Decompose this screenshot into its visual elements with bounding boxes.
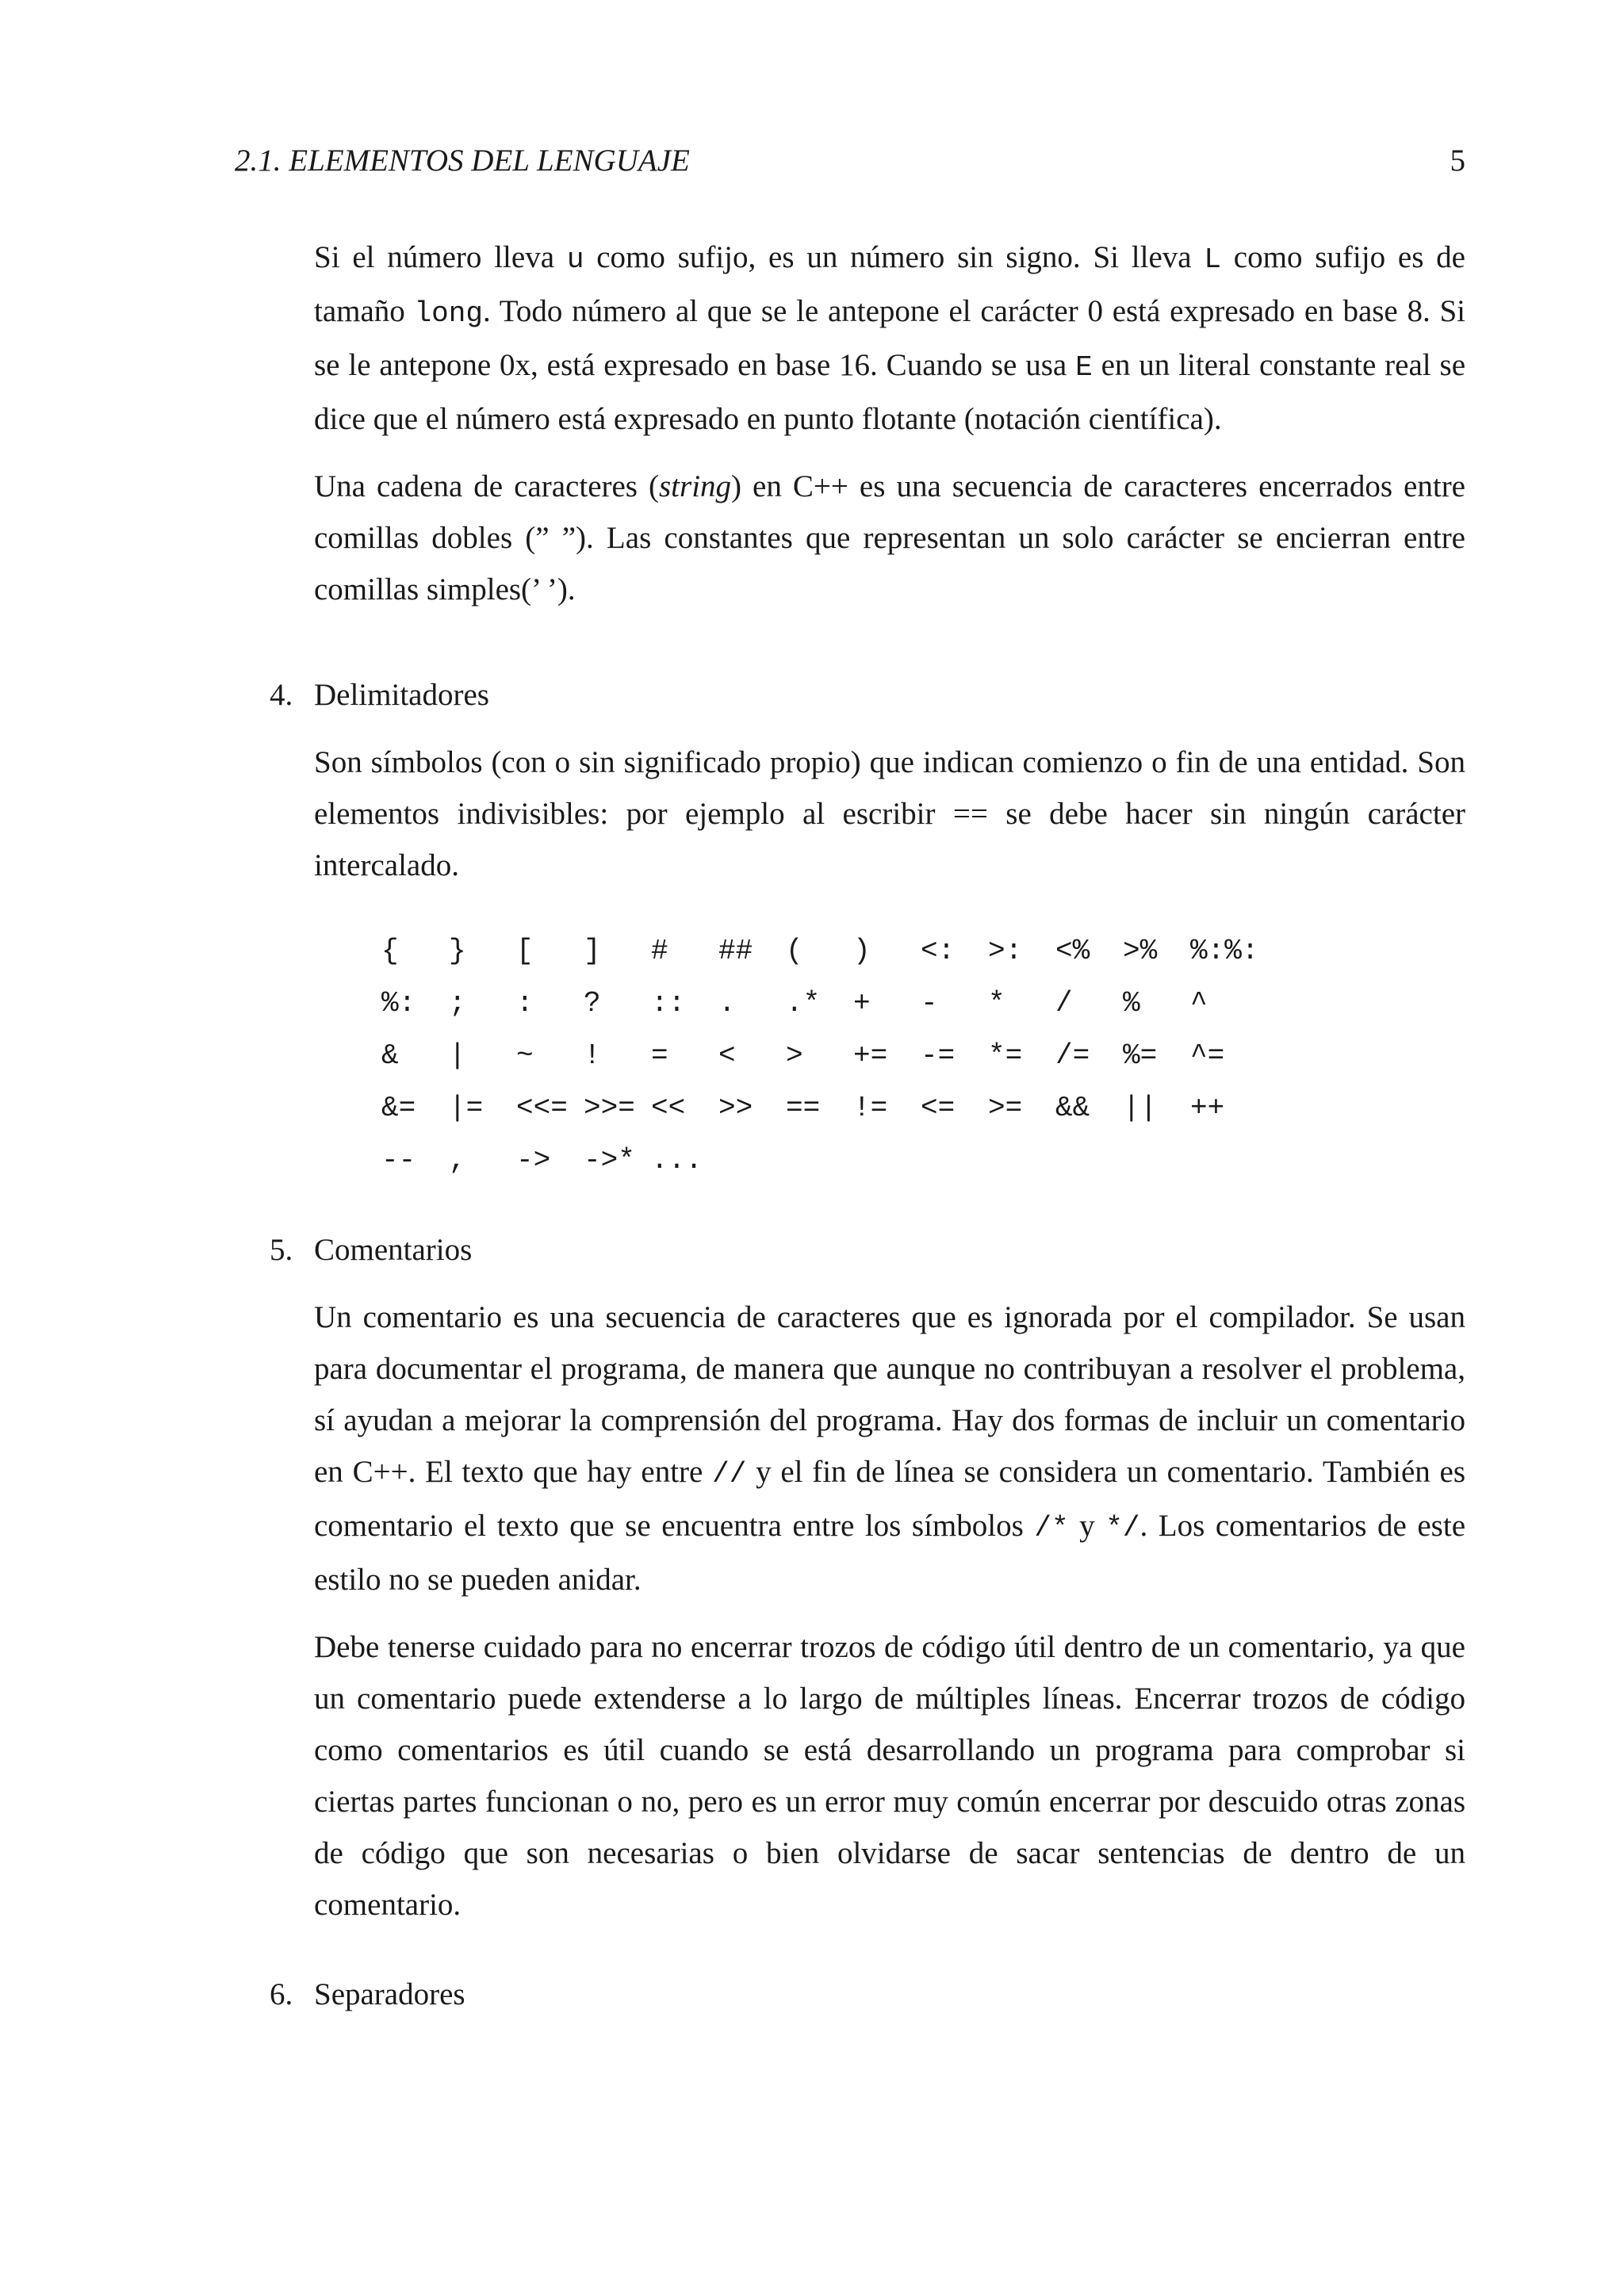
list-item-separadores [270, 1969, 1465, 2020]
operator-token: . [718, 986, 736, 1020]
text-run: en un literal constante real se dice que el número está expresado en punto flotante (notación científica). [314, 348, 1465, 436]
operator-token: -= [921, 1039, 956, 1072]
operators-table [381, 924, 1465, 1186]
operator-token: # [651, 934, 668, 967]
operator-token: || [1123, 1091, 1158, 1124]
operator-token: && [1055, 1091, 1090, 1124]
operator-token: >>= [584, 1091, 635, 1124]
operator-token: , [449, 1143, 466, 1177]
operator-token: ; [449, 986, 466, 1020]
emphasis: string [659, 469, 732, 503]
operator-token: & [381, 1039, 399, 1072]
inline-code: */ [1105, 1512, 1140, 1544]
operator-token: >> [718, 1091, 753, 1124]
operator-token: > [786, 1039, 803, 1072]
inline-code: L [1204, 243, 1221, 276]
page-number: 5 [1450, 144, 1465, 178]
operator-token: >: [988, 934, 1023, 967]
operator-token: | [449, 1039, 466, 1072]
list-item-comentarios [270, 1224, 1466, 1931]
text-run: Un comentario es una secuencia de caracteres que es ignorada por el compilador. Se usan para documentar el programa, de manera que aunque no contribuyan a resolver el problema, sí ayudan a mejorar la comprensión del programa. Hay dos formas de incluir un comentario en C++. El texto que hay entre [314, 1300, 1465, 1489]
operator-token: |= [449, 1091, 484, 1124]
operator-token: * [988, 986, 1005, 1020]
section-title: 2.1. ELEMENTOS DEL LENGUAJE [235, 144, 690, 178]
operator-token: %= [1123, 1039, 1158, 1072]
operator-token: << [651, 1091, 686, 1124]
text-run: y [1068, 1509, 1106, 1543]
operator-token: ? [584, 986, 601, 1020]
text-run: como sufijo, es un número sin signo. Si lleva [584, 240, 1205, 274]
operator-token: / [1055, 986, 1073, 1020]
text-run: Si el número lleva [314, 240, 567, 274]
list-item-title: Separadores [314, 1977, 465, 2011]
operator-token: ## [718, 934, 753, 967]
operator-token: .* [786, 986, 821, 1020]
text-run: ) en C++ es una secuencia de caracteres encerrados entre comillas dobles (” ”). Las constantes que representan un solo carácter se encierran entre comillas simples(’ ’). [314, 469, 1465, 607]
operator-token: -> [516, 1143, 551, 1177]
operator-token: ] [584, 934, 601, 967]
intro-paragraph-1 [314, 232, 1465, 445]
operator-token: ... [651, 1143, 703, 1177]
inline-code: u [566, 243, 584, 276]
operator-token: { [381, 934, 399, 967]
text-run: . Todo número al que se le antepone el carácter 0 está expresado en base 8. Si se le antepone 0x, está expresado en base 16. Cuando se usa [314, 294, 1465, 382]
list-item-delimitadores [270, 669, 1465, 1186]
list-item-title: Delimitadores [314, 678, 489, 712]
text-run: como sufijo es de tamaño [314, 240, 1465, 328]
operator-token: ( [786, 934, 803, 967]
operator-token: -- [381, 1143, 416, 1177]
delimitadores-paragraph: Son símbolos (con o sin significado propio) que indican comienzo o fin de una entidad. Son elementos indivisibles: por ejemplo al escribir == se debe hacer sin ningún carácter intercalado. [314, 745, 1465, 882]
page-body [270, 232, 1466, 2020]
operator-token: %:%: [1190, 934, 1259, 967]
list-number: 4. [270, 678, 293, 712]
text-run: Una cadena de caracteres ( [314, 469, 659, 503]
inline-code: // [712, 1458, 747, 1490]
operator-token: <% [1055, 934, 1090, 967]
list-number: 5. [270, 1233, 293, 1267]
operator-token: ->* [584, 1143, 635, 1177]
operator-token: % [1123, 986, 1140, 1020]
operator-token: ^ [1190, 986, 1208, 1020]
operator-token: >= [988, 1091, 1023, 1124]
operator-token: <= [921, 1091, 956, 1124]
operator-token: >% [1123, 934, 1158, 967]
operator-token: - [921, 986, 938, 1020]
intro-paragraph-2 [314, 461, 1465, 615]
inline-code: long [414, 297, 483, 330]
operator-token: = [651, 1039, 668, 1072]
comentarios-paragraph-2: Debe tenerse cuidado para no encerrar trozos de código útil dentro de un comentario, ya que un comentario puede extenderse a lo largo de múltiples líneas. Encerrar trozos de código como comentarios es útil cuando se está desarrollando un programa para comprobar si ciertas partes funcionan o no, pero es un error muy común encerrar por descuido otras zonas de código que son necesarias o bien olvidarse de sacar sentencias de dentro de un comentario. [314, 1630, 1465, 1922]
operator-token: *= [988, 1039, 1023, 1072]
list-number: 6. [270, 1977, 293, 2011]
text-run: y el fin de línea se considera un comentario. También es comentario el texto que se encuentra entre los símbolos [314, 1455, 1466, 1543]
operator-token: ! [584, 1039, 601, 1072]
operator-token: %: [381, 986, 416, 1020]
operator-token: <: [921, 934, 956, 967]
list-item-title: Comentarios [314, 1233, 473, 1267]
comentarios-paragraph-1 [314, 1292, 1465, 1605]
running-header [235, 143, 1465, 178]
inline-code: E [1075, 351, 1093, 384]
operator-token: : [516, 986, 534, 1020]
operator-token: + [853, 986, 871, 1020]
operator-token: ) [853, 934, 871, 967]
operator-token: ~ [516, 1039, 534, 1072]
operator-token: :: [651, 986, 686, 1020]
operator-token: &= [381, 1091, 416, 1124]
text-run: . Los comentarios de este estilo no se pueden anidar. [314, 1509, 1466, 1597]
operator-token: <<= [516, 1091, 568, 1124]
operator-token: < [718, 1039, 736, 1072]
operator-token: != [853, 1091, 888, 1124]
operator-token: } [449, 934, 466, 967]
inline-code: /* [1034, 1512, 1069, 1544]
operator-token: [ [516, 934, 534, 967]
operator-token: ^= [1190, 1039, 1225, 1072]
operator-token: ++ [1190, 1091, 1225, 1124]
operator-token: /= [1055, 1039, 1090, 1072]
operator-token: += [853, 1039, 888, 1072]
operator-token: == [786, 1091, 821, 1124]
